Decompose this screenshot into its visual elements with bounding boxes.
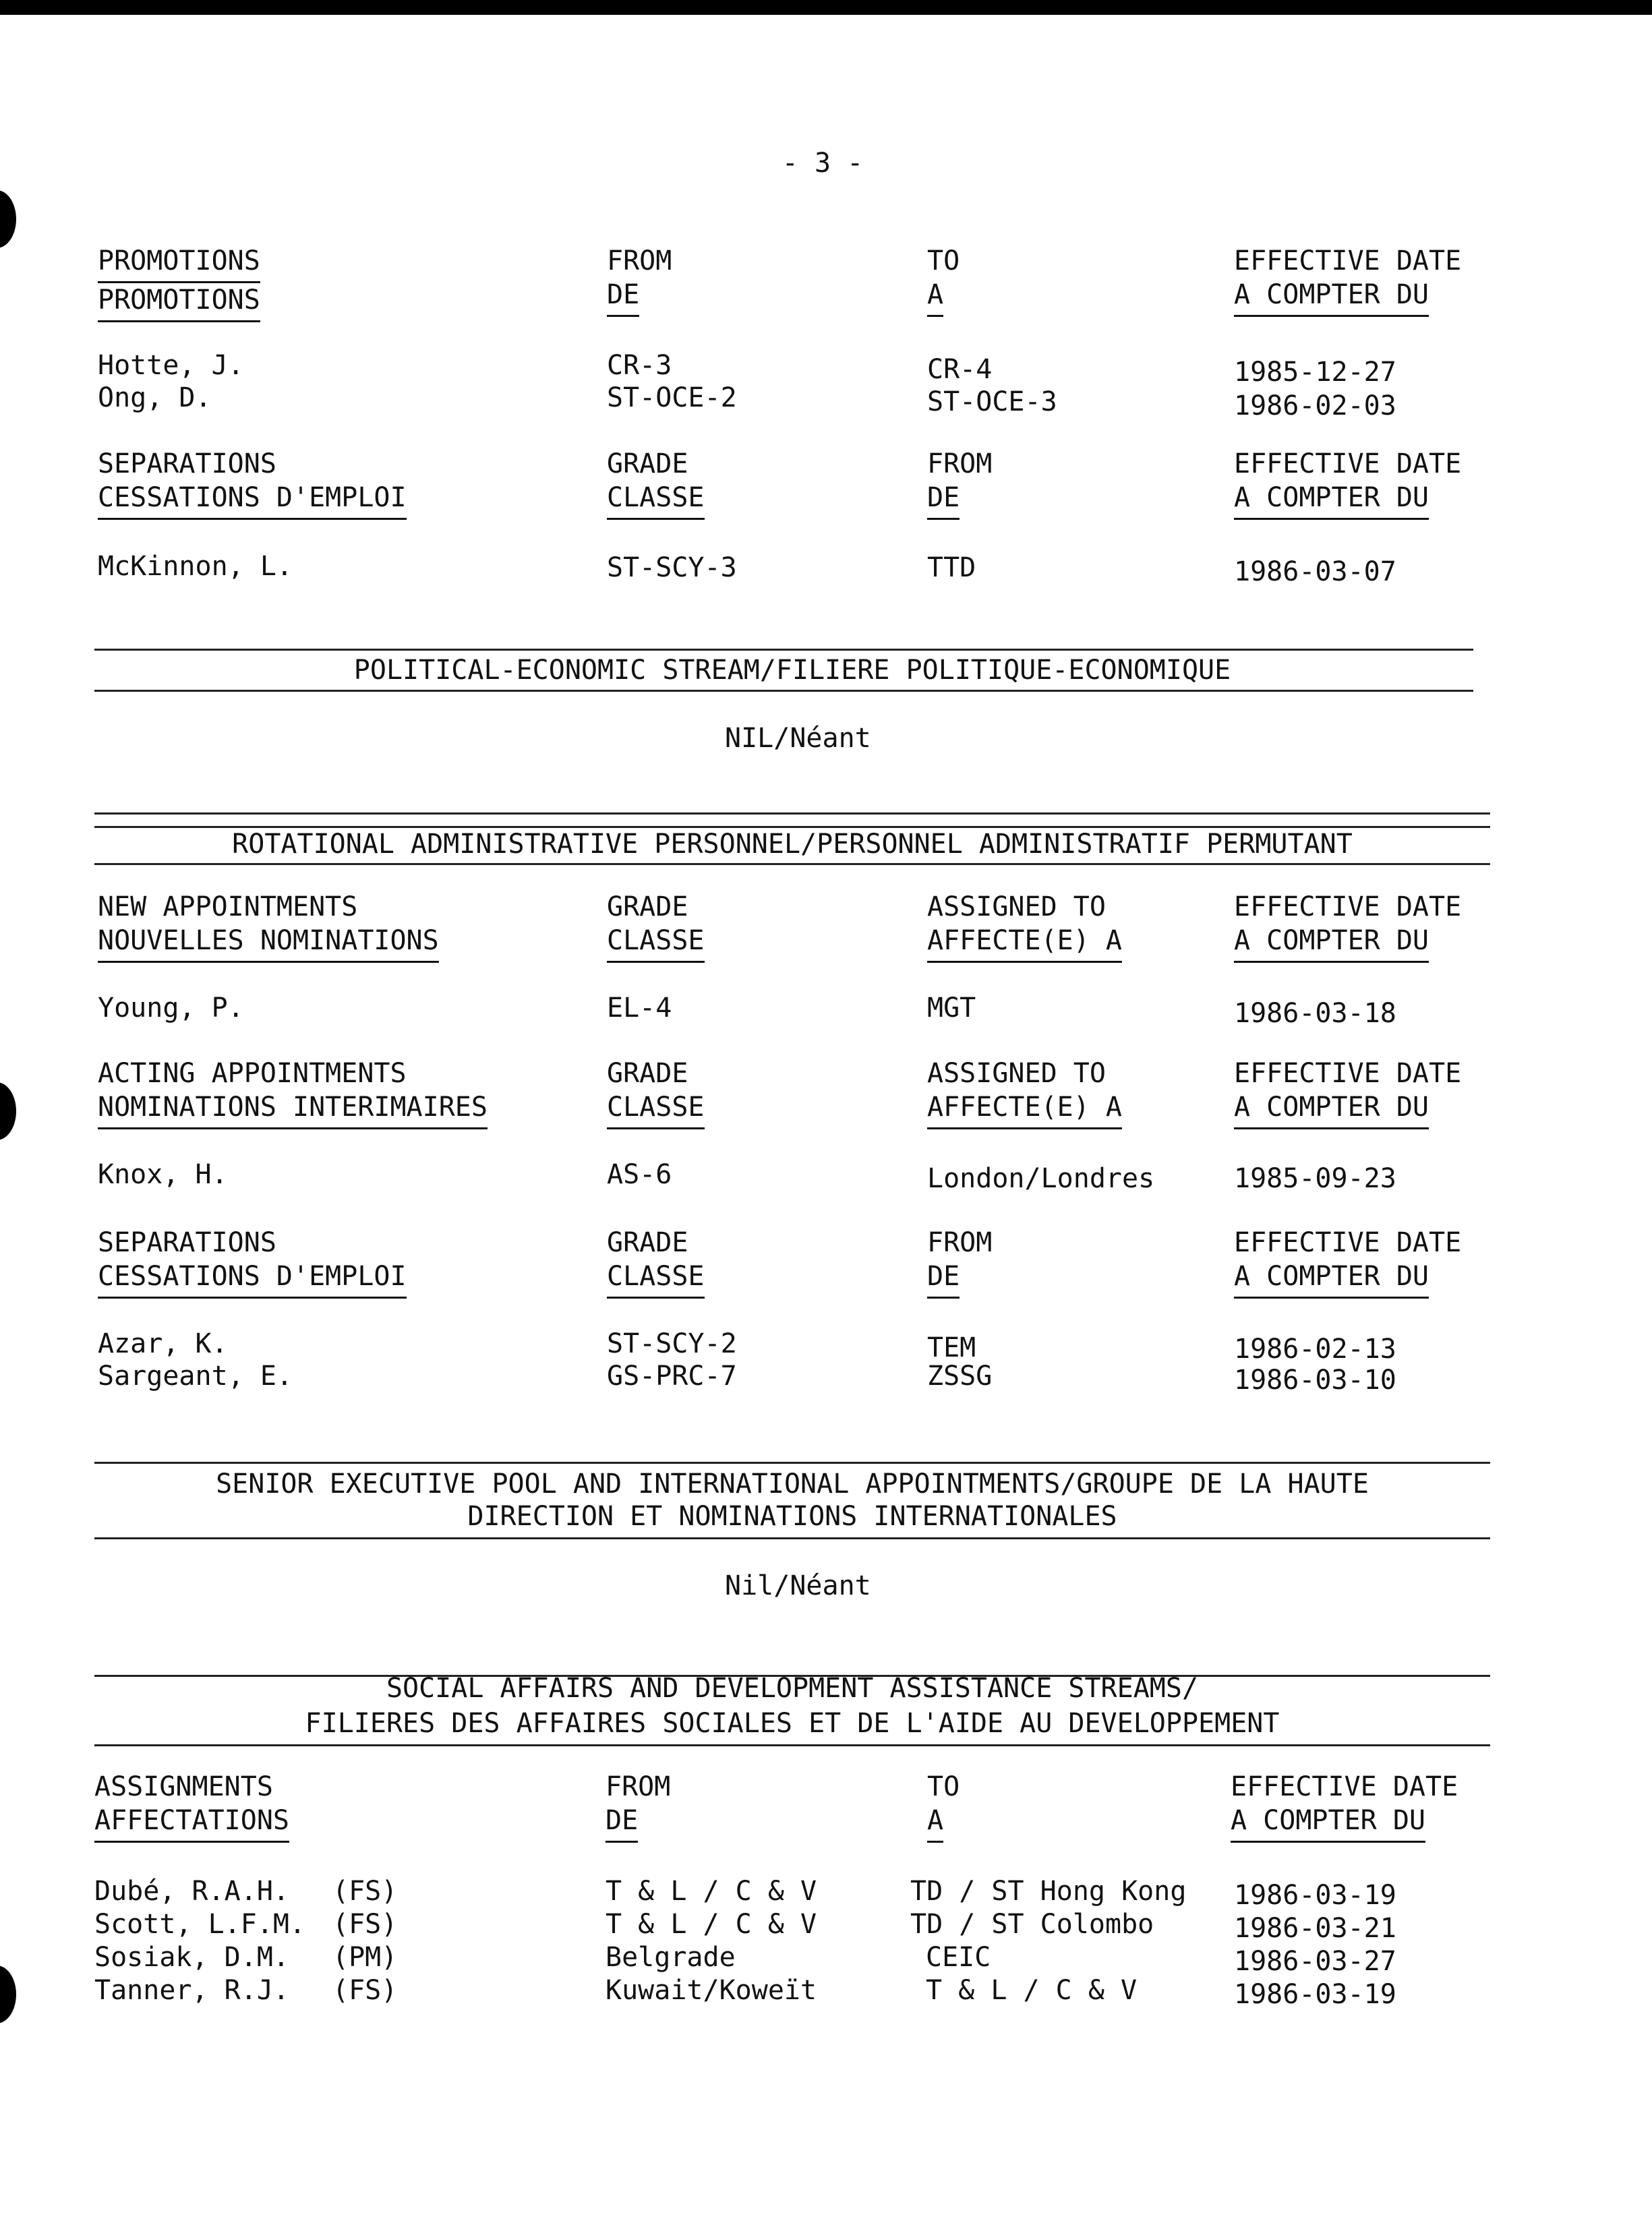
to-value: CEIC — [926, 1942, 991, 1973]
section-heading: NEW APPOINTMENTS NOUVELLES NOMINATIONS — [98, 890, 439, 963]
grade-value: EL-4 — [607, 993, 672, 1024]
to-value: TD / ST Hong Kong — [910, 1876, 1187, 1907]
employee-name: McKinnon, L. — [98, 551, 293, 582]
effective-date: 1986-03-10 — [1234, 1365, 1396, 1396]
column-header-to: TO A — [927, 1770, 960, 1843]
column-header-grade: GRADE CLASSE — [607, 447, 705, 520]
grade-value: GS-PRC-7 — [607, 1361, 737, 1392]
stream-tag: (PM) — [332, 1942, 398, 1973]
to-value: T & L / C & V — [926, 1975, 1138, 2006]
table-row — [0, 352, 1652, 386]
assigned-to-value: London/Londres — [927, 1163, 1155, 1194]
table-row — [0, 1878, 1652, 1912]
table-row — [0, 1363, 1652, 1396]
divider — [94, 1462, 1490, 1464]
stream-tag: (FS) — [332, 1909, 398, 1940]
section-heading: ASSIGNMENTS AFFECTATIONS — [94, 1770, 289, 1843]
section-heading: SEPARATIONS CESSATIONS D'EMPLOI — [98, 447, 407, 520]
stream-banner: SOCIAL AFFAIRS AND DEVELOPMENT ASSISTANCE STREAMS/ — [386, 1673, 1199, 1704]
table-row — [0, 1330, 1652, 1364]
effective-date: 1986-02-03 — [1234, 390, 1396, 421]
stream-tag: (FS) — [332, 1876, 398, 1907]
column-header-effective-date: EFFECTIVE DATE A COMPTER DU — [1234, 890, 1461, 963]
section-heading: ACTING APPOINTMENTS NOMINATIONS INTERIMAIRES — [98, 1057, 488, 1129]
column-header-to: TO A — [927, 244, 960, 317]
effective-date: 1985-12-27 — [1234, 357, 1396, 388]
divider — [94, 649, 1473, 651]
employee-name: Tanner, R.J. — [94, 1975, 289, 2006]
column-header-from: FROM DE — [927, 1226, 992, 1299]
employee-name: Ong, D. — [98, 382, 212, 413]
effective-date: 1986-03-27 — [1234, 1946, 1396, 1977]
divider — [94, 863, 1490, 865]
effective-date: 1985-09-23 — [1234, 1163, 1396, 1194]
from-value: TEM — [927, 1332, 976, 1363]
divider — [94, 1744, 1490, 1746]
from-value: T & L / C & V — [606, 1909, 817, 1940]
new-appointments-header — [0, 890, 1652, 964]
column-header-assigned-to: ASSIGNED TO AFFECTE(E) A — [927, 890, 1122, 963]
to-value: TD / ST Colombo — [910, 1909, 1154, 1940]
punch-hole — [0, 190, 16, 248]
column-header-grade: GRADE CLASSE — [607, 1057, 705, 1129]
from-value: Kuwait/Koweït — [606, 1975, 817, 2006]
from-value: CR-3 — [607, 350, 672, 381]
effective-date: 1986-03-19 — [1234, 1979, 1396, 2010]
column-header-effective-date: EFFECTIVE DATE A COMPTER DU — [1234, 1057, 1461, 1129]
nil-text: Nil/Néant — [725, 1570, 871, 1601]
section-heading: PROMOTIONS PROMOTIONS — [98, 244, 260, 322]
table-row — [0, 1944, 1652, 1978]
from-value: T & L / C & V — [606, 1876, 817, 1907]
table-row — [0, 1911, 1652, 1945]
to-value: ST-OCE-3 — [927, 386, 1057, 417]
stream-tag: (FS) — [332, 1975, 398, 2006]
assigned-to-value: MGT — [927, 993, 976, 1024]
grade-value: ST-SCY-2 — [607, 1328, 737, 1359]
column-header-from: FROM DE — [927, 447, 992, 520]
effective-date: 1986-03-07 — [1234, 556, 1396, 587]
divider — [94, 1537, 1490, 1539]
employee-name: Sargeant, E. — [98, 1361, 293, 1392]
stream-banner: POLITICAL-ECONOMIC STREAM/FILIERE POLITIQUE-ECONOMIQUE — [353, 655, 1231, 686]
column-header-effective-date: EFFECTIVE DATE A COMPTER DU — [1234, 244, 1461, 317]
effective-date: 1986-02-13 — [1234, 1334, 1396, 1365]
table-row — [0, 382, 1652, 421]
column-header-from: FROM DE — [606, 1770, 670, 1843]
employee-name: Sosiak, D.M. — [94, 1942, 289, 1973]
column-header-grade: GRADE CLASSE — [607, 890, 705, 963]
employee-name: Hotte, J. — [98, 350, 244, 381]
effective-date: 1986-03-21 — [1234, 1913, 1396, 1944]
employee-name: Scott, L.F.M. — [94, 1909, 306, 1940]
from-value: TTD — [927, 552, 976, 583]
column-header-assigned-to: ASSIGNED TO AFFECTE(E) A — [927, 1057, 1122, 1129]
employee-name: Dubé, R.A.H. — [94, 1876, 289, 1907]
column-header-grade: GRADE CLASSE — [607, 1226, 705, 1299]
separations-header — [0, 447, 1652, 521]
from-value: ZSSG — [927, 1361, 993, 1392]
column-header-from: FROM DE — [607, 244, 672, 317]
table-row — [0, 995, 1652, 1028]
table-row — [0, 553, 1652, 587]
divider — [94, 690, 1473, 692]
column-header-effective-date: EFFECTIVE DATE A COMPTER DU — [1231, 1770, 1458, 1843]
promotions-header — [0, 244, 1652, 318]
from-value: ST-OCE-2 — [607, 382, 737, 413]
stream-banner: ROTATIONAL ADMINISTRATIVE PERSONNEL/PERSONNEL ADMINISTRATIF PERMUTANT — [232, 829, 1353, 860]
section-heading: SEPARATIONS CESSATIONS D'EMPLOI — [98, 1226, 407, 1299]
nil-text: NIL/Néant — [725, 723, 871, 754]
from-value: Belgrade — [606, 1942, 736, 1973]
to-value: CR-4 — [927, 354, 993, 385]
employee-name: Azar, K. — [98, 1328, 228, 1359]
grade-value: ST-SCY-3 — [607, 552, 737, 583]
divider — [94, 812, 1490, 815]
table-row — [0, 1977, 1652, 2011]
scan-top-edge — [0, 0, 1652, 15]
effective-date: 1986-03-19 — [1234, 1880, 1396, 1911]
stream-banner: FILIERES DES AFFAIRES SOCIALES ET DE L'AIDE AU DEVELOPPEMENT — [305, 1708, 1280, 1739]
grade-value: AS-6 — [607, 1159, 672, 1190]
page-number: - 3 - — [781, 148, 864, 179]
employee-name: Young, P. — [98, 993, 244, 1024]
table-row — [0, 1161, 1652, 1195]
assignments-header — [0, 1770, 1652, 1844]
acting-appointments-header — [0, 1057, 1652, 1131]
effective-date: 1986-03-18 — [1234, 998, 1396, 1029]
stream-banner: DIRECTION ET NOMINATIONS INTERNATIONALES — [467, 1501, 1117, 1532]
stream-banner: SENIOR EXECUTIVE POOL AND INTERNATIONAL APPOINTMENTS/GROUPE DE LA HAUTE — [216, 1469, 1369, 1500]
employee-name: Knox, H. — [98, 1159, 228, 1190]
separations-header — [0, 1226, 1652, 1300]
column-header-effective-date: EFFECTIVE DATE A COMPTER DU — [1234, 1226, 1461, 1299]
column-header-effective-date: EFFECTIVE DATE A COMPTER DU — [1234, 447, 1461, 520]
